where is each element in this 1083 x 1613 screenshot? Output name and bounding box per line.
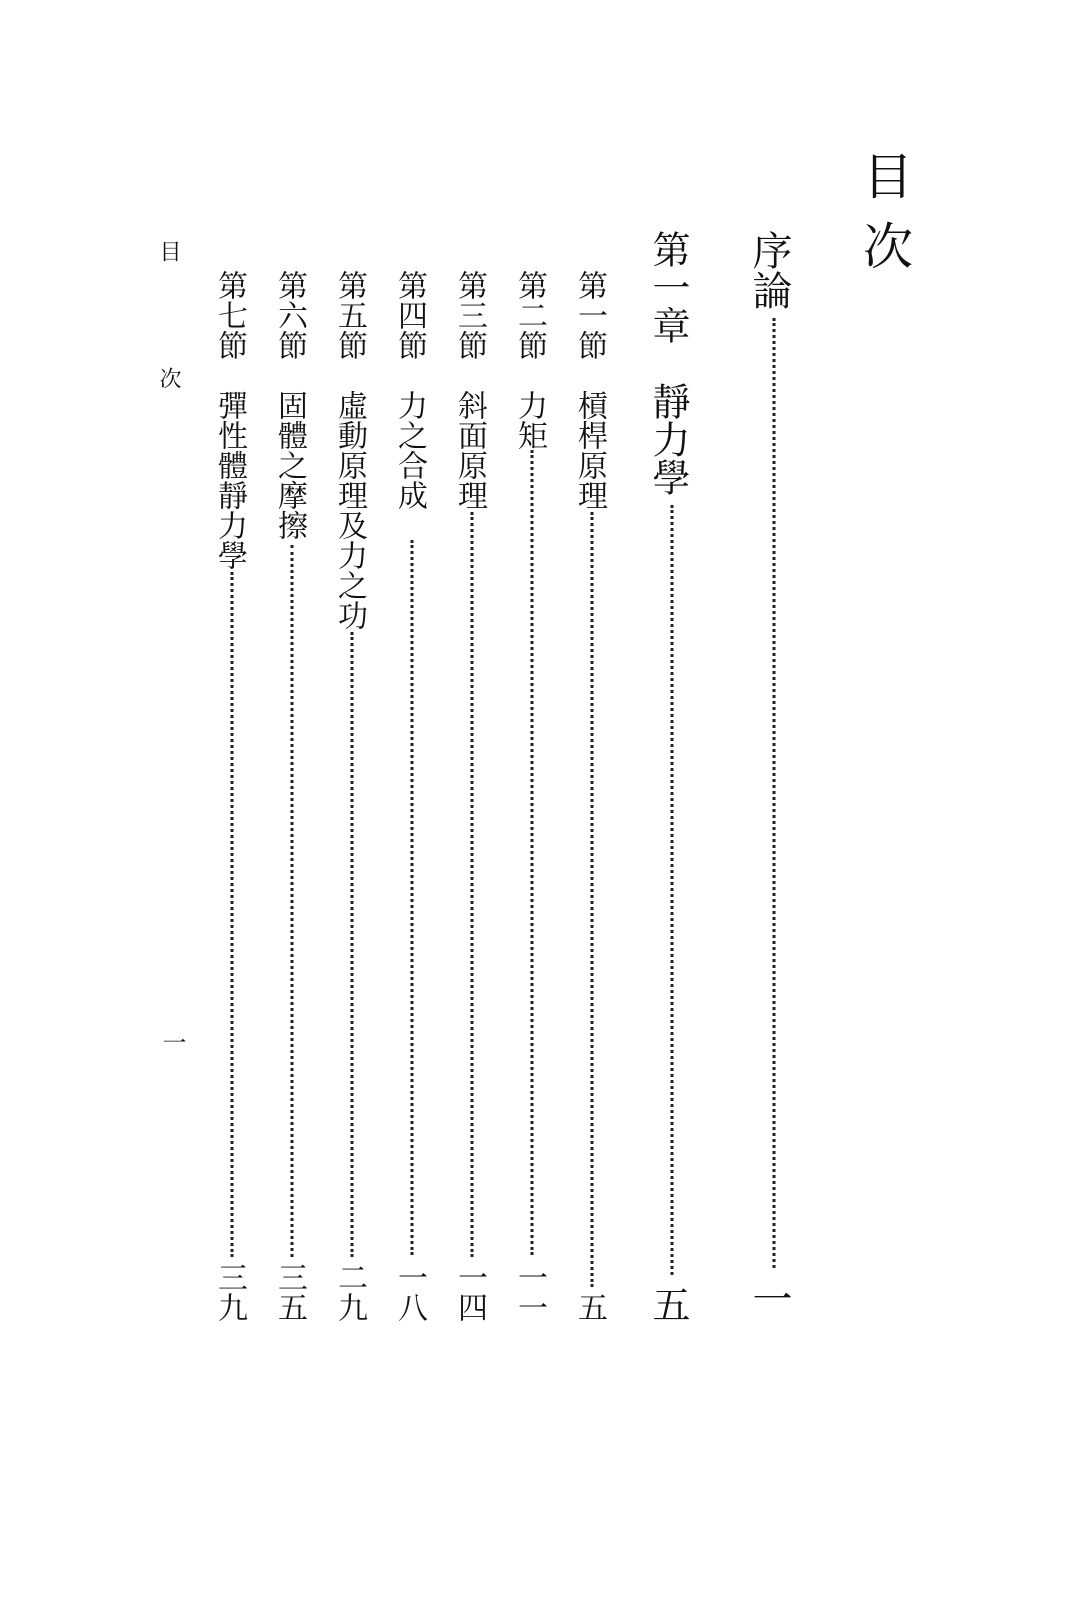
toc-entry-label: 序論 <box>746 230 792 310</box>
toc-page-number: 一八 <box>392 1262 427 1322</box>
toc-entry-xulun <box>746 0 798 1613</box>
toc-entry-label: 第六節 固體之摩擦 <box>272 270 307 540</box>
toc-entry-chapter <box>648 0 696 1613</box>
toc-entry-section <box>453 0 491 1613</box>
dot-leader <box>231 572 234 1257</box>
toc-entry-section <box>573 0 611 1613</box>
toc-entry-section <box>333 0 371 1613</box>
toc-entry-section <box>273 0 311 1613</box>
toc-entry-section <box>513 0 551 1613</box>
dot-leader <box>671 505 674 1275</box>
dot-leader <box>591 512 594 1287</box>
dot-leader <box>291 545 294 1257</box>
toc-page-number: 一 <box>746 1278 792 1318</box>
toc-entry-label: 第三節 斜面原理 <box>452 270 487 510</box>
toc-entry-label: 第一節 槓桿原理 <box>572 270 607 510</box>
dot-leader <box>471 512 474 1257</box>
dot-leader <box>411 540 414 1255</box>
toc-entry-section <box>393 0 431 1613</box>
toc-entry-label: 第二節 力矩 <box>512 270 547 450</box>
dot-leader <box>773 318 776 1268</box>
toc-page-number: 三五 <box>272 1262 307 1322</box>
toc-entry-label: 第七節 彈性體靜力學 <box>212 270 247 570</box>
toc-entry-section <box>213 0 251 1613</box>
toc-page-number: 三九 <box>212 1262 247 1322</box>
running-header: 目 次 <box>156 240 181 429</box>
toc-entry-label: 第四節 力之合成 <box>392 270 427 510</box>
toc-entry-label: 第一章 靜力學 <box>646 230 690 496</box>
dot-leader <box>351 632 354 1257</box>
toc-page-number: 二九 <box>332 1262 367 1322</box>
toc-page-number: 一一 <box>512 1262 547 1322</box>
toc-entry-label: 第五節 虛動原理及力之功 <box>332 270 367 630</box>
toc-page-number: 五 <box>572 1292 607 1322</box>
toc-page-number: 一四 <box>452 1262 487 1322</box>
page-title: 目次 <box>855 150 913 290</box>
toc-page-number: 五 <box>646 1285 690 1323</box>
dot-leader <box>531 450 534 1255</box>
folio: 一 <box>158 1030 186 1054</box>
